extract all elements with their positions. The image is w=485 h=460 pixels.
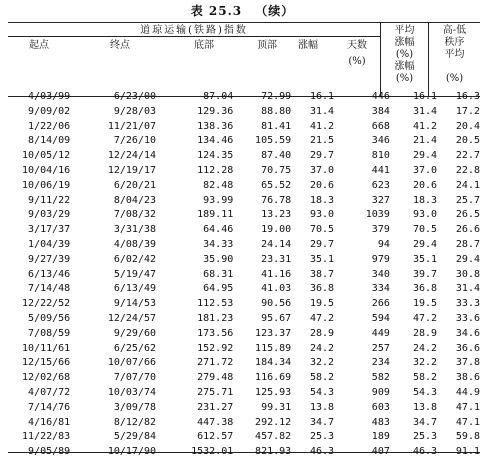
cell-top-value: 23.31: [261, 253, 292, 265]
cell-days: 449: [371, 327, 390, 339]
cell-start-date: 7/14/76: [28, 401, 71, 413]
cell-avg-gain: 58.2: [412, 372, 438, 384]
table-row: [8, 149, 480, 164]
cell-end-date: 10/07/66: [107, 357, 157, 369]
cell-days: 1039: [365, 209, 390, 221]
col-avg-2: 涨幅: [394, 37, 415, 48]
cell-avg-gain: 54.3: [412, 386, 438, 398]
cell-top-value: 105.59: [255, 135, 292, 147]
col-hl-4: (%): [445, 73, 464, 84]
table-row: [8, 268, 480, 283]
cell-bottom-value: 231.27: [197, 401, 234, 413]
cell-start-date: 11/22/83: [22, 431, 71, 443]
cell-avg-gain: 20.6: [412, 179, 438, 191]
cell-top-value: 76.78: [261, 194, 292, 206]
cell-start-date: 10/05/12: [22, 150, 71, 162]
cell-avg-gain: 18.3: [412, 194, 438, 206]
cell-end-date: 3/31/38: [113, 224, 157, 236]
cell-end-date: 4/08/39: [113, 238, 157, 250]
cell-start-date: 10/11/61: [22, 342, 71, 354]
cell-hl-avg: 22.7: [455, 150, 480, 162]
cell-top-value: 87.40: [261, 150, 292, 162]
col-avg-5: (%): [395, 73, 414, 84]
cell-end-date: 9/28/03: [113, 105, 157, 117]
cell-hl-avg: 38.6: [455, 372, 480, 384]
cell-days: 441: [371, 164, 390, 176]
cell-bottom-value: 181.23: [197, 312, 234, 324]
cell-days: 327: [371, 194, 390, 206]
table-row: [8, 386, 480, 401]
cell-hl-avg: 16.3: [455, 91, 480, 102]
cell-top-value: 99.31: [261, 401, 292, 413]
cell-avg-gain: 29.4: [412, 238, 438, 250]
cell-gain-pct: 13.8: [309, 401, 335, 413]
cell-avg-gain: 37.0: [412, 164, 438, 176]
cell-gain-pct: 28.9: [309, 327, 335, 339]
cell-end-date: 6/20/21: [113, 179, 157, 191]
cell-start-date: 7/14/48: [28, 283, 71, 295]
table-row: [8, 312, 480, 327]
cell-hl-avg: 30.8: [455, 268, 480, 280]
cell-start-date: 5/09/56: [28, 312, 71, 324]
cell-bottom-value: 87.04: [203, 91, 234, 102]
cell-end-date: 12/19/17: [107, 164, 157, 176]
cell-start-date: 9/11/22: [28, 194, 71, 206]
cell-avg-gain: 35.1: [412, 253, 438, 265]
cell-start-date: 9/05/89: [28, 446, 71, 458]
table-row: [8, 327, 480, 342]
cell-days: 346: [371, 135, 390, 147]
cell-hl-avg: 20.5: [455, 135, 480, 147]
cell-hl-avg: 28.7: [455, 238, 480, 250]
cell-avg-gain: 19.5: [412, 298, 438, 310]
cell-hl-avg: 34.6: [455, 327, 480, 339]
cell-hl-avg: 47.1: [455, 401, 480, 413]
table-row: [8, 342, 480, 357]
cell-bottom-value: 275.71: [197, 386, 234, 398]
col-hl-1: 高-低: [442, 25, 467, 36]
cell-top-value: 88.80: [261, 105, 292, 117]
cell-top-value: 13.23: [261, 209, 292, 221]
col-top: 顶部: [257, 40, 277, 51]
table-row: [8, 134, 480, 149]
cell-gain-pct: 35.1: [309, 253, 335, 265]
table-row: [8, 105, 480, 120]
cell-end-date: 12/24/57: [107, 312, 157, 324]
cell-hl-avg: 33.3: [455, 298, 480, 310]
cell-end-date: 5/19/47: [113, 268, 157, 280]
cell-bottom-value: 173.56: [197, 327, 234, 339]
col-avg-4: 涨幅: [394, 61, 415, 72]
table-row: [8, 430, 480, 445]
table-row: [8, 445, 480, 460]
cell-days: 603: [371, 401, 390, 413]
cell-top-value: 24.14: [261, 238, 292, 250]
cell-end-date: 7/07/70: [113, 372, 157, 384]
cell-start-date: 10/04/16: [22, 164, 71, 176]
cell-avg-gain: 39.7: [412, 268, 438, 280]
table-row: [8, 416, 480, 431]
cell-bottom-value: 152.92: [197, 342, 234, 354]
col-avg-1: 平均: [394, 25, 415, 36]
cell-avg-gain: 28.9: [412, 327, 438, 339]
cell-days: 234: [371, 357, 390, 369]
cell-end-date: 7/08/32: [113, 209, 157, 221]
cell-hl-avg: 25.7: [455, 194, 480, 206]
cell-top-value: 41.16: [261, 268, 292, 280]
cell-avg-gain: 13.8: [412, 401, 438, 413]
cell-avg-gain: 34.7: [412, 416, 438, 428]
cell-days: 257: [371, 342, 390, 354]
table-row: [8, 401, 480, 416]
cell-gain-pct: 34.7: [309, 416, 335, 428]
cell-gain-pct: 24.2: [309, 342, 335, 354]
cell-hl-avg: 26.5: [455, 209, 480, 221]
cell-top-value: 90.56: [261, 298, 292, 310]
cell-gain-pct: 19.5: [309, 298, 335, 310]
cell-start-date: 8/14/09: [28, 135, 71, 147]
cell-days: 189: [371, 431, 390, 443]
cell-bottom-value: 1532.01: [191, 446, 234, 458]
cell-end-date: 10/17/90: [107, 446, 157, 458]
cell-avg-gain: 47.2: [412, 312, 438, 324]
cell-hl-avg: 47.1: [455, 416, 480, 428]
table-row: [8, 238, 480, 253]
cell-avg-gain: 93.0: [412, 209, 438, 221]
cell-end-date: 12/24/14: [107, 150, 157, 162]
cell-top-value: 292.12: [255, 416, 292, 428]
table-row: [8, 282, 480, 297]
cell-hl-avg: 20.4: [455, 120, 480, 132]
cell-top-value: 19.00: [261, 224, 292, 236]
cell-start-date: 10/06/19: [22, 179, 71, 191]
cell-start-date: 6/13/46: [28, 268, 71, 280]
cell-start-date: 4/03/99: [28, 91, 71, 102]
cell-end-date: 9/29/60: [113, 327, 157, 339]
cell-top-value: 457.82: [255, 431, 292, 443]
cell-top-value: 72.99: [261, 91, 292, 102]
cell-start-date: 4/07/72: [28, 386, 71, 398]
cell-top-value: 821.93: [255, 446, 292, 458]
table-row: [8, 371, 480, 386]
cell-days: 810: [371, 150, 390, 162]
cell-avg-gain: 32.2: [412, 357, 438, 369]
cell-gain-pct: 41.2: [309, 120, 335, 132]
cell-hl-avg: 59.8: [455, 431, 480, 443]
table-row: [8, 297, 480, 312]
col-hl-2: 秩序: [444, 37, 465, 48]
cell-top-value: 125.93: [255, 386, 292, 398]
col-avg-3: (%): [395, 49, 414, 60]
cell-days: 334: [371, 283, 390, 295]
cell-days: 582: [371, 372, 390, 384]
cell-top-value: 70.75: [261, 164, 292, 176]
cell-bottom-value: 612.57: [197, 431, 234, 443]
cell-end-date: 3/09/78: [113, 401, 157, 413]
table-row: [8, 194, 480, 209]
cell-bottom-value: 82.48: [203, 179, 234, 191]
cell-avg-gain: 25.3: [412, 431, 438, 443]
cell-gain-pct: 18.3: [309, 194, 335, 206]
cell-days: 340: [371, 268, 390, 280]
cell-gain-pct: 29.7: [309, 238, 335, 250]
col-end: 终点: [110, 40, 130, 51]
cell-start-date: 9/27/39: [28, 253, 71, 265]
cell-days: 384: [371, 105, 390, 117]
cell-bottom-value: 129.36: [197, 105, 234, 117]
cell-bottom-value: 64.95: [203, 283, 234, 295]
cell-end-date: 6/13/49: [113, 283, 157, 295]
cell-top-value: 81.41: [261, 120, 292, 132]
cell-gain-pct: 46.3: [309, 446, 335, 458]
cell-end-date: 11/21/07: [107, 120, 157, 132]
cell-days: 668: [371, 120, 390, 132]
cell-days: 446: [371, 91, 390, 102]
col-pct: (%): [348, 56, 366, 67]
cell-end-date: 6/02/42: [113, 253, 157, 265]
cell-gain-pct: 25.3: [309, 431, 335, 443]
cell-start-date: 3/17/37: [28, 224, 71, 236]
cell-gain-pct: 16.1: [309, 91, 335, 102]
cell-avg-gain: 41.2: [412, 120, 438, 132]
cell-days: 407: [371, 446, 390, 458]
col-gain: 涨幅: [298, 40, 318, 51]
cell-avg-gain: 16.1: [412, 91, 438, 102]
cell-bottom-value: 271.72: [197, 357, 234, 369]
cell-gain-pct: 70.5: [309, 224, 335, 236]
cell-gain-pct: 47.2: [309, 312, 335, 324]
cell-hl-avg: 31.4: [455, 283, 480, 295]
cell-bottom-value: 68.31: [203, 268, 234, 280]
cell-avg-gain: 70.5: [412, 224, 438, 236]
group-title: 道琼运输(铁路)指数: [140, 25, 248, 36]
cell-hl-avg: 33.6: [455, 312, 480, 324]
cell-bottom-value: 134.46: [197, 135, 234, 147]
cell-bottom-value: 189.11: [197, 209, 234, 221]
cell-bottom-value: 34.33: [203, 238, 234, 250]
table-row: [8, 253, 480, 268]
cell-days: 94: [377, 238, 390, 250]
cell-end-date: 8/04/23: [113, 194, 157, 206]
cell-top-value: 116.69: [255, 372, 292, 384]
cell-gain-pct: 58.2: [309, 372, 335, 384]
table-continued-label: （续）: [255, 4, 295, 18]
table-row: [8, 223, 480, 238]
cell-bottom-value: 93.99: [203, 194, 234, 206]
cell-end-date: 6/25/62: [113, 342, 157, 354]
col-start: 起点: [29, 40, 49, 51]
table-row: [8, 120, 480, 135]
cell-top-value: 184.34: [255, 357, 292, 369]
cell-avg-gain: 24.2: [412, 342, 438, 354]
cell-start-date: 4/16/81: [28, 416, 71, 428]
cell-start-date: 12/02/68: [22, 372, 71, 384]
cell-start-date: 1/22/06: [28, 120, 71, 132]
cell-hl-avg: 22.8: [455, 164, 480, 176]
table-title: [0, 2, 485, 19]
cell-gain-pct: 32.2: [309, 357, 335, 369]
cell-bottom-value: 447.38: [197, 416, 234, 428]
cell-days: 379: [371, 224, 390, 236]
cell-hl-avg: 91.1: [455, 446, 480, 458]
cell-end-date: 7/26/10: [113, 135, 157, 147]
cell-avg-gain: 31.4: [412, 105, 438, 117]
cell-start-date: 7/08/59: [28, 327, 71, 339]
data-table: [8, 90, 480, 460]
cell-bottom-value: 279.48: [197, 372, 234, 384]
table-row: [8, 164, 480, 179]
cell-bottom-value: 112.53: [197, 298, 234, 310]
cell-top-value: 41.03: [261, 283, 292, 295]
cell-hl-avg: 24.1: [455, 179, 480, 191]
cell-days: 594: [371, 312, 390, 324]
cell-top-value: 65.52: [261, 179, 292, 191]
cell-start-date: 12/15/66: [22, 357, 71, 369]
cell-hl-avg: 37.8: [455, 357, 480, 369]
data-table-body: [8, 90, 480, 460]
cell-avg-gain: 21.4: [412, 135, 438, 147]
top-rule: [8, 22, 480, 23]
cell-end-date: 5/29/84: [113, 431, 157, 443]
cell-bottom-value: 64.46: [203, 224, 234, 236]
cell-end-date: 8/12/82: [113, 416, 157, 428]
cell-days: 909: [371, 386, 390, 398]
cell-gain-pct: 20.6: [309, 179, 335, 191]
table-row: [8, 208, 480, 223]
col-hl-3: 平均: [444, 49, 465, 60]
cell-gain-pct: 29.7: [309, 150, 335, 162]
cell-days: 483: [371, 416, 390, 428]
cell-gain-pct: 93.0: [309, 209, 335, 221]
cell-gain-pct: 36.8: [309, 283, 335, 295]
cell-bottom-value: 138.36: [197, 120, 234, 132]
cell-top-value: 115.89: [255, 342, 292, 354]
cell-bottom-value: 124.35: [197, 150, 234, 162]
cell-end-date: 6/23/00: [113, 91, 157, 102]
cell-avg-gain: 36.8: [412, 283, 438, 295]
table-number: 表 25.3: [190, 4, 243, 18]
cell-gain-pct: 21.5: [309, 135, 335, 147]
cell-start-date: 9/03/29: [28, 209, 71, 221]
cell-gain-pct: 38.7: [309, 268, 335, 280]
cell-top-value: 95.67: [261, 312, 292, 324]
cell-bottom-value: 35.90: [203, 253, 234, 265]
cell-hl-avg: 26.6: [455, 224, 480, 236]
cell-start-date: 9/09/02: [28, 105, 71, 117]
cell-hl-avg: 29.4: [455, 253, 480, 265]
cell-avg-gain: 46.3: [412, 446, 438, 458]
table-row: [8, 179, 480, 194]
cell-bottom-value: 112.28: [197, 164, 234, 176]
cell-start-date: 1/04/39: [28, 238, 71, 250]
cell-hl-avg: 17.2: [455, 105, 480, 117]
table-row: [8, 356, 480, 371]
cell-end-date: 9/14/53: [113, 298, 157, 310]
cell-days: 623: [371, 179, 390, 191]
cell-start-date: 12/22/52: [22, 298, 71, 310]
cell-hl-avg: 44.9: [455, 386, 480, 398]
cell-end-date: 10/03/74: [107, 386, 157, 398]
cell-gain-pct: 31.4: [309, 105, 335, 117]
cell-avg-gain: 29.4: [412, 150, 438, 162]
cell-days: 979: [371, 253, 390, 265]
cell-top-value: 123.37: [255, 327, 292, 339]
col-days: 天数: [347, 40, 367, 51]
cell-gain-pct: 54.3: [309, 386, 335, 398]
cell-gain-pct: 37.0: [309, 164, 335, 176]
cell-days: 266: [371, 298, 390, 310]
table-row: [8, 90, 480, 105]
cell-hl-avg: 36.6: [455, 342, 480, 354]
col-bottom: 底部: [194, 40, 214, 51]
